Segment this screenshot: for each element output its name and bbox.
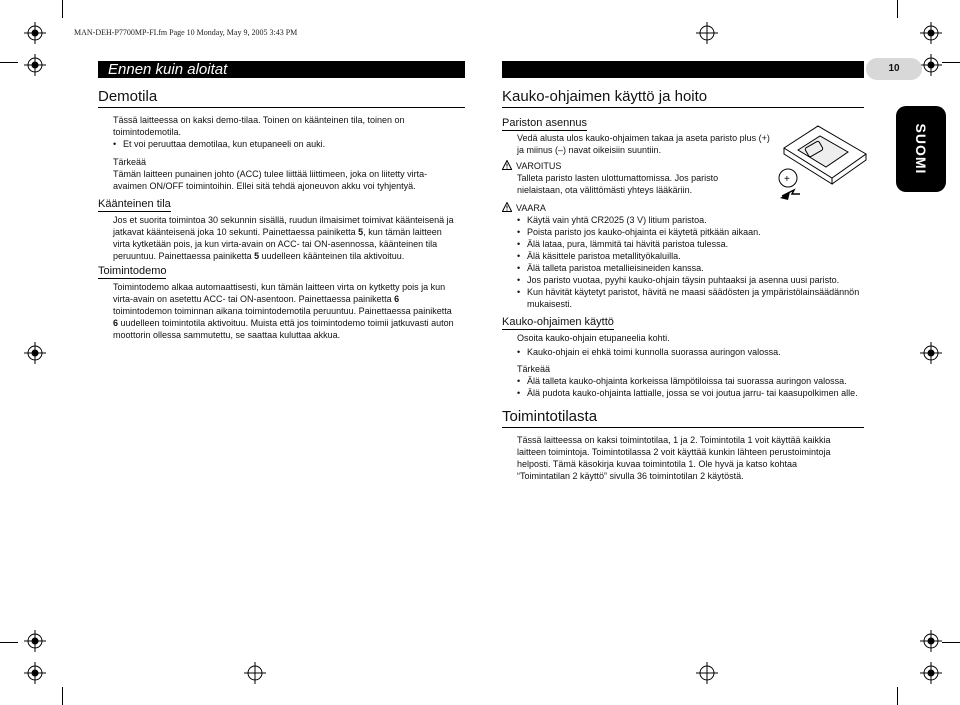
- svg-text:+: +: [784, 174, 790, 185]
- list-item: • Kauko-ohjain ei ehkä toimi kunnolla suorassa auringon valossa.: [517, 346, 857, 358]
- use-bullet-list: [517, 346, 857, 358]
- funcdemo-title: [98, 265, 166, 279]
- page-number: 10: [866, 58, 922, 80]
- list-item-text: Poista paristo jos kauko-ohjainta ei käytetä pitkään aikaan.: [527, 227, 761, 237]
- reverse-text-part: uudelleen käänteinen tila aktivoituu.: [259, 251, 405, 261]
- list-item: [517, 238, 869, 250]
- funcdemo-text-part: uudelleen toimintotila aktivoituu. Muista että jos toimintodemo toimii jatkuvasti auton moottorin ollessa sammutettu, se saattaa kuluttaa akkua.: [113, 318, 454, 340]
- title-rule: [502, 427, 864, 428]
- caution-text: Talleta paristo lasten ulottumattomissa. Jos paristo nielaistaan, ota välittömästi yhteys lääkäriin.: [517, 173, 719, 195]
- warning-triangle-icon: [502, 202, 512, 212]
- reverse-text-part: Jos et suorita toimintoa 30 sekunnin sisällä, ruudun ilmaisimet toimivat käänteisenä ja jatkavat käänteisenä joka 10 sekunti. Painettaessa painiketta: [113, 215, 454, 237]
- list-item-text: Älä pudota kauko-ohjainta lattialle, jossa se voi joutua jarru- tai kaasupolkimen alle.: [527, 388, 858, 398]
- caution-heading: [502, 160, 561, 172]
- demo-intro: Tässä laitteessa on kaksi demo-tilaa. Toinen on käänteinen tila, toinen on toimintodemotila.: [113, 115, 405, 137]
- battery-text: Vedä alusta ulos kauko-ohjaimen takaa ja aseta paristo plus (+) ja miinus (–) navat oikeisiin suuntiin.: [517, 133, 770, 155]
- use-title-text: Kauko-ohjaimen käyttö: [502, 316, 614, 328]
- reverse-text: [113, 214, 458, 262]
- header-bar: [502, 61, 864, 78]
- registration-mark-icon: [696, 22, 718, 44]
- key-label: 5: [254, 251, 260, 261]
- crop-mark: [942, 62, 960, 63]
- danger-label: VAARA: [516, 203, 546, 213]
- reverse-title-text: Käänteinen tila: [98, 198, 171, 210]
- list-item: [517, 214, 869, 226]
- registration-mark-icon: [920, 662, 942, 684]
- funcdemo-text-part: toimintodemon toiminnan aikana toimintodemotila peruuntuu. Painettaessa painiketta: [113, 306, 452, 316]
- registration-mark-icon: [24, 630, 46, 652]
- demo-bullet-list: [113, 138, 443, 150]
- key-label: 6: [113, 318, 119, 328]
- crop-mark: [897, 687, 898, 705]
- registration-mark-icon: [24, 22, 46, 44]
- registration-mark-icon: [696, 662, 718, 684]
- crop-mark: [62, 687, 63, 705]
- side-tab-label: SUOMI: [913, 123, 929, 175]
- side-tab: [896, 106, 946, 192]
- battery-title: [502, 117, 587, 131]
- important-list: [517, 375, 877, 399]
- list-item: [517, 375, 877, 387]
- function-title: Toimintotilasta: [502, 408, 598, 425]
- function-text: Tässä laitteessa on kaksi toimintotilaa, 1 ja 2. Toimintotila 1 voit käyttää kaikkia laitteen toimintoja. Toimintotilassa 2 voit käyttää kunkin lähteen perustoimintoja helposti. Tämä käsokirja kuvaa toimintotila 1. Ole hyvä ja katso kohtaa “Toimintatilan 2 käyttö” sivulla 36 toimintotilan 2 käytöstä.: [517, 435, 831, 481]
- section-bar: Ennen kuin aloitat: [98, 61, 465, 78]
- important-label: Tärkeää: [517, 364, 551, 374]
- funcdemo-title-text: Toimintodemo: [98, 265, 167, 277]
- remote-title: Kauko-ohjaimen käyttö ja hoito: [502, 88, 708, 105]
- reverse-text-part: , kun tämän laitteen virta kytketään pois, ja kun virta-avain on ACC- tai ON-asennossa, käänteinen tila peruuntuu. Painettaessa painiketta: [113, 227, 442, 261]
- file-header-line: MAN-DEH-P7700MP-FI.fm Page 10 Monday, May 9, 2005 3:43 PM: [74, 28, 298, 37]
- list-item-text: Älä lataa, pura, lämmitä tai hävitä paristoa tulessa.: [527, 239, 729, 249]
- warning-triangle-icon: [502, 160, 512, 170]
- registration-mark-icon: [24, 54, 46, 76]
- key-label: 6: [394, 294, 400, 304]
- important-label: Tärkeää: [113, 157, 147, 167]
- list-item: [517, 250, 869, 262]
- registration-mark-icon: [920, 342, 942, 364]
- list-item: • Et voi peruuttaa demotilaa, kun etupaneeli on auki.: [113, 138, 443, 150]
- important-text: Tämän laitteen punainen johto (ACC) tulee liittää liittimeen, joka on liitetty virta-avaimen ON/OFF toimintoihin. Ellei sitä tehdä ajoneuvon akku voi tyhjentyä.: [113, 169, 428, 191]
- remote-battery-illustration: [778, 120, 870, 204]
- title-rule: [502, 107, 864, 108]
- list-item: [517, 226, 869, 238]
- funcdemo-text: [113, 281, 458, 341]
- list-item: [517, 387, 877, 399]
- crop-mark: [62, 0, 63, 18]
- registration-mark-icon: [920, 630, 942, 652]
- registration-mark-icon: [920, 54, 942, 76]
- list-item-text: Älä talleta kauko-ohjainta korkeissa lämpötiloissa tai suorassa auringon valossa.: [527, 376, 847, 386]
- list-item: [517, 262, 869, 274]
- crop-mark: [942, 642, 960, 643]
- funcdemo-text-part: Toimintodemo alkaa automaattisesti, kun tämän laitteen virta on kytketty pois ja kun virta-avain on asetettu ACC- tai ON-asentoon. Painettaessa painiketta: [113, 282, 446, 304]
- registration-mark-icon: [920, 22, 942, 44]
- key-label: 5: [358, 227, 364, 237]
- list-item-text: Kun hävität käytetyt paristot, hävitä ne maasi säädösten ja ympäristölainsäädännön mukaisesti.: [527, 287, 860, 309]
- crop-mark: [0, 62, 18, 63]
- crop-mark: [897, 0, 898, 18]
- use-title: [502, 316, 614, 330]
- title-rule: [98, 107, 465, 108]
- use-text: Osoita kauko-ohjain etupaneelia kohti.: [517, 333, 670, 343]
- caution-label: VAROITUS: [516, 161, 562, 171]
- list-item: [517, 286, 869, 310]
- list-item-text: Käytä vain yhtä CR2025 (3 V) litium paristoa.: [527, 215, 707, 225]
- list-item-text: Älä käsittele paristoa metallityökaluilla.: [527, 251, 681, 261]
- crop-mark: [0, 642, 18, 643]
- demo-title: Demotila: [98, 88, 158, 105]
- reverse-title: [98, 198, 171, 212]
- list-item-text: Älä talleta paristoa metallieisineiden kanssa.: [527, 263, 704, 273]
- registration-mark-icon: [24, 342, 46, 364]
- danger-heading: [502, 202, 546, 214]
- registration-mark-icon: [24, 662, 46, 684]
- registration-mark-icon: [244, 662, 266, 684]
- battery-title-text: Pariston asennus: [502, 117, 587, 129]
- list-item: [517, 274, 869, 286]
- danger-list: [517, 214, 869, 310]
- list-item-text: Jos paristo vuotaa, pyyhi kauko-ohjain täysin puhtaaksi ja asenna uusi paristo.: [527, 275, 840, 285]
